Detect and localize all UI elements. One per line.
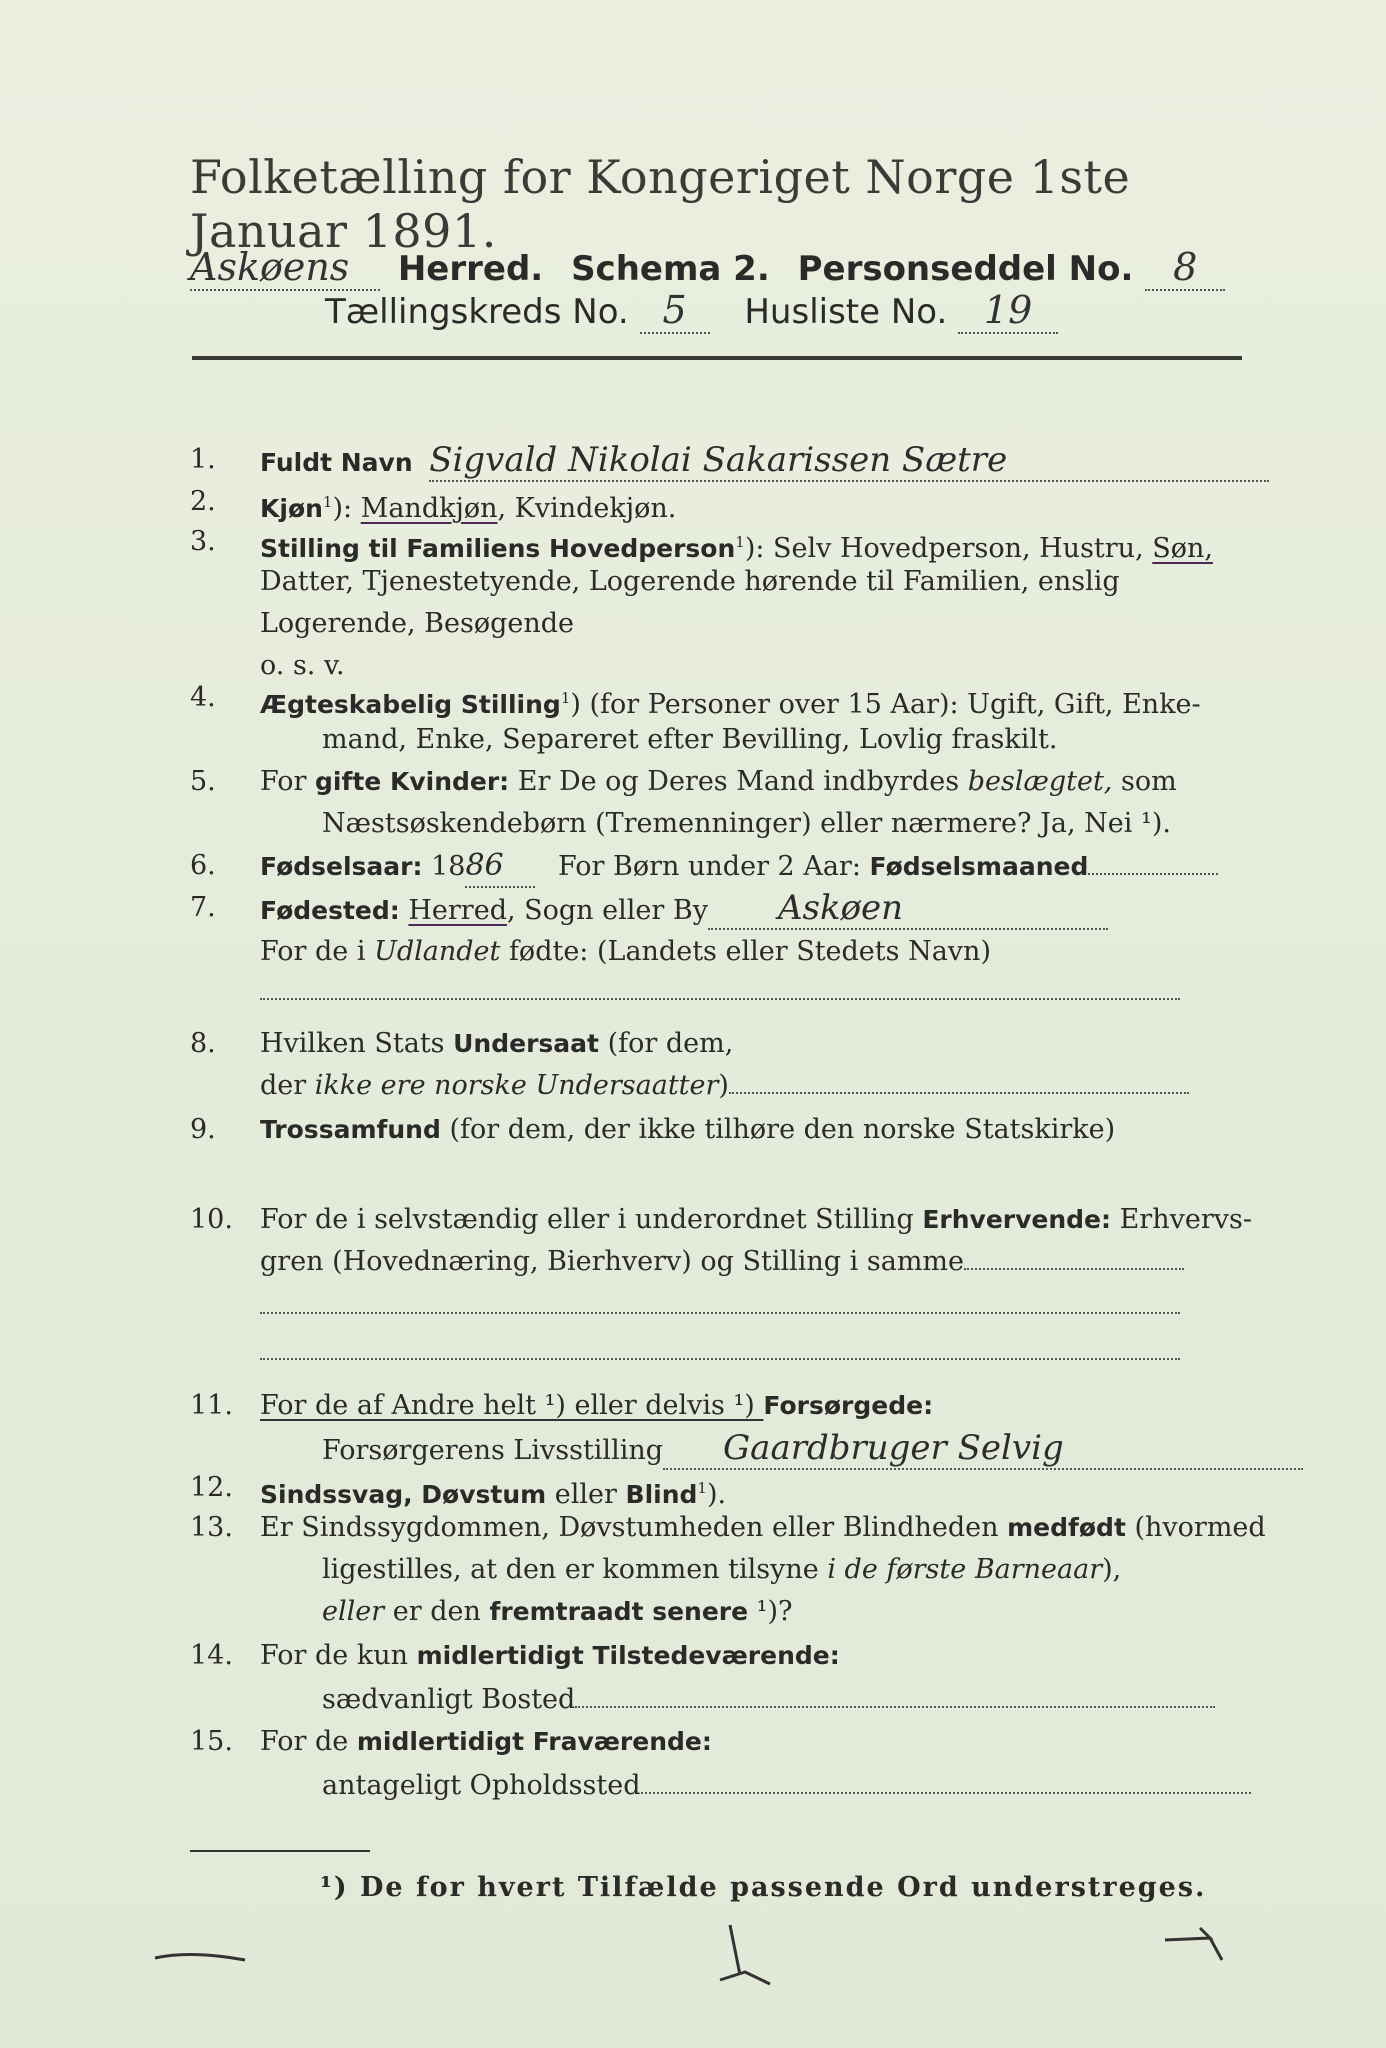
- herred-label: Herred.: [397, 249, 544, 289]
- footnote-ref: 1: [697, 1479, 707, 1497]
- item-number: 13.: [190, 1512, 233, 1543]
- text: fødte: (Landets eller Stedets Navn): [500, 936, 991, 967]
- sindssvag-label: Sindssvag, Døvstum: [260, 1480, 547, 1509]
- forsorger-value: Gaardbruger Selvig: [663, 1428, 1303, 1470]
- item-number: 1.: [190, 444, 216, 475]
- blind-label: Blind: [625, 1480, 698, 1509]
- text: i de første Barneaar: [827, 1554, 1103, 1585]
- undersaat-label: Undersaat: [453, 1029, 599, 1058]
- fravaerende-label: midlertidigt Fraværende:: [356, 1727, 712, 1756]
- item-number: 8.: [190, 1028, 216, 1059]
- item-number: 12.: [190, 1472, 233, 1503]
- text: (for dem,: [598, 1028, 734, 1059]
- text: Logerende, Besøgende: [260, 608, 574, 639]
- text: ):: [332, 493, 361, 524]
- herred-value: Askøens: [190, 245, 380, 291]
- item-number: 5.: [190, 766, 216, 797]
- kreds-value: 5: [640, 288, 710, 334]
- item-number: 10.: [190, 1204, 233, 1235]
- text: antageligt Opholdssted: [322, 1770, 641, 1801]
- kreds-label: Tællingskreds No.: [325, 292, 629, 332]
- item-number: 4.: [190, 682, 216, 713]
- text: ¹)?: [748, 1596, 793, 1627]
- form-title: Folketælling for Kongeriget Norge 1ste Januar 1891.: [190, 150, 1131, 258]
- opholdssted-value: [641, 1792, 1251, 1794]
- item-number: 11.: [190, 1390, 233, 1421]
- text: Næstsøskendebørn (Tremenninger) eller nærmere? Ja, Nei ¹).: [322, 808, 1171, 839]
- medfodt-label: medfødt: [1007, 1513, 1126, 1542]
- erhvervende-label: Erhvervende:: [922, 1205, 1112, 1234]
- text: Er De og Deres Mand indbyrdes: [509, 766, 968, 797]
- personseddel-value: 8: [1145, 245, 1225, 291]
- footnote-ref: 1: [560, 689, 571, 707]
- bosted-value: [575, 1706, 1215, 1708]
- stilling-label: Stilling til Familiens Hovedperson: [260, 534, 736, 563]
- text: ): [718, 1070, 729, 1101]
- fodested-label: Fødested:: [260, 896, 400, 925]
- text: gren (Hovednæring, Bierhverv) og Stilling i samme: [260, 1246, 965, 1277]
- pen-mark-right: [1160, 1920, 1240, 1970]
- text: Erhvervs-: [1111, 1204, 1252, 1235]
- text: sædvanligt Bosted: [322, 1684, 576, 1715]
- kjon-selected: Mandkjøn: [360, 493, 498, 524]
- header-line-2: [325, 288, 1225, 334]
- text: eller: [546, 1479, 626, 1510]
- text: , Sogn eller By: [506, 895, 708, 926]
- text: (for dem, der ikke tilhøre den norske Statskirke): [440, 1114, 1116, 1145]
- text: For: [260, 766, 316, 797]
- text: beslægtet,: [967, 766, 1113, 797]
- udland-value: [260, 974, 1180, 1000]
- text: mand, Enke, Separeret efter Bevilling, Lovlig fraskilt.: [322, 724, 1058, 755]
- fodested-value: Askøen: [708, 888, 1108, 930]
- text: For de i: [260, 936, 375, 967]
- item-number: 7.: [190, 892, 216, 923]
- text: Hvilken Stats: [260, 1028, 454, 1059]
- text: Datter, Tjenestetyende, Logerende hørende til Familien, enslig: [260, 566, 1120, 597]
- kjon-label: Kjøn: [260, 494, 323, 523]
- text: er den: [384, 1596, 490, 1627]
- erhverv-extra-1: [260, 1288, 1180, 1314]
- item-number: 3.: [190, 526, 216, 557]
- fuldt-navn-value: Sigvald Nikolai Sakarissen Sætre: [429, 440, 1269, 482]
- text: For de i selvstændig eller i underordnet Stilling: [260, 1204, 923, 1235]
- husliste-value: 19: [958, 288, 1058, 334]
- text: Forsørgerens Livsstilling: [322, 1435, 664, 1466]
- text: ) (for Personer over 15 Aar): Ugift, Gift, Enke-: [570, 689, 1201, 720]
- husliste-label: Husliste No.: [744, 292, 948, 332]
- text: ): Selv Hovedperson, Hustru,: [744, 533, 1153, 564]
- personseddel-label: Personseddel No.: [797, 249, 1134, 289]
- text: som: [1112, 766, 1177, 797]
- fodselsmaaned-value: [1088, 873, 1218, 875]
- text: For de kun: [260, 1640, 417, 1671]
- fodested-selected: Herred: [408, 895, 507, 926]
- header-line-1: [190, 245, 1240, 291]
- erhverv-value: [964, 1268, 1184, 1270]
- pen-mark-center: [700, 1920, 780, 1990]
- footnote-ref: 1: [322, 493, 333, 511]
- fuldt-navn-label: Fuldt Navn: [260, 448, 413, 477]
- text: (hvormed: [1125, 1512, 1266, 1543]
- forsorgede-label: Forsørgede:: [763, 1391, 934, 1420]
- text: Er Sindssygdommen, Døvstumheden eller Blindheden: [260, 1512, 1008, 1543]
- text: o. s. v.: [260, 650, 345, 681]
- text: ligestilles, at den er kommen tilsyne: [322, 1554, 828, 1585]
- text: ),: [1102, 1554, 1122, 1585]
- aegteskabelig-label: Ægteskabelig Stilling: [260, 690, 561, 719]
- text: ).: [706, 1479, 727, 1510]
- fremtraadt-label: fremtraadt senere: [489, 1597, 749, 1626]
- stilling-selected: Søn,: [1152, 533, 1213, 564]
- item-number: 2.: [190, 486, 216, 517]
- fodselsaar-value: 86: [465, 846, 535, 888]
- footnote-divider: [190, 1850, 370, 1852]
- text: der: [260, 1070, 315, 1101]
- trossamfund-label: Trossamfund: [260, 1115, 441, 1144]
- item-number: 14.: [190, 1640, 233, 1671]
- pen-mark-left: [150, 1940, 250, 1970]
- text: For de af Andre helt ¹) eller delvis ¹): [260, 1390, 764, 1421]
- tilstedevaerende-label: midlertidigt Tilstedeværende:: [416, 1641, 840, 1670]
- text: 18: [422, 851, 466, 882]
- item-number: 9.: [190, 1114, 216, 1145]
- schema-label: Schema 2.: [571, 249, 770, 289]
- item-number: 15.: [190, 1726, 233, 1757]
- text: For Børn under 2 Aar:: [558, 851, 870, 882]
- text: For de: [260, 1726, 357, 1757]
- gifte-kvinder-label: gifte Kvinder:: [315, 767, 510, 796]
- footnote-ref: 1: [735, 533, 745, 551]
- text: eller: [322, 1596, 385, 1627]
- erhverv-extra-2: [260, 1334, 1180, 1360]
- text: ikke ere norske Undersaatter: [314, 1070, 719, 1101]
- header-divider: [192, 356, 1242, 360]
- undersaat-value: [729, 1092, 1189, 1094]
- text: , Kvindekjøn.: [497, 493, 677, 524]
- footnote: ¹) De for hvert Tilfælde passende Ord understreges.: [320, 1872, 1207, 1903]
- item-number: 6.: [190, 850, 216, 881]
- fodselsmaaned-label: Fødselsmaaned: [869, 852, 1089, 881]
- text: Udlandet: [374, 936, 501, 967]
- fodselsaar-label: Fødselsaar:: [260, 852, 423, 881]
